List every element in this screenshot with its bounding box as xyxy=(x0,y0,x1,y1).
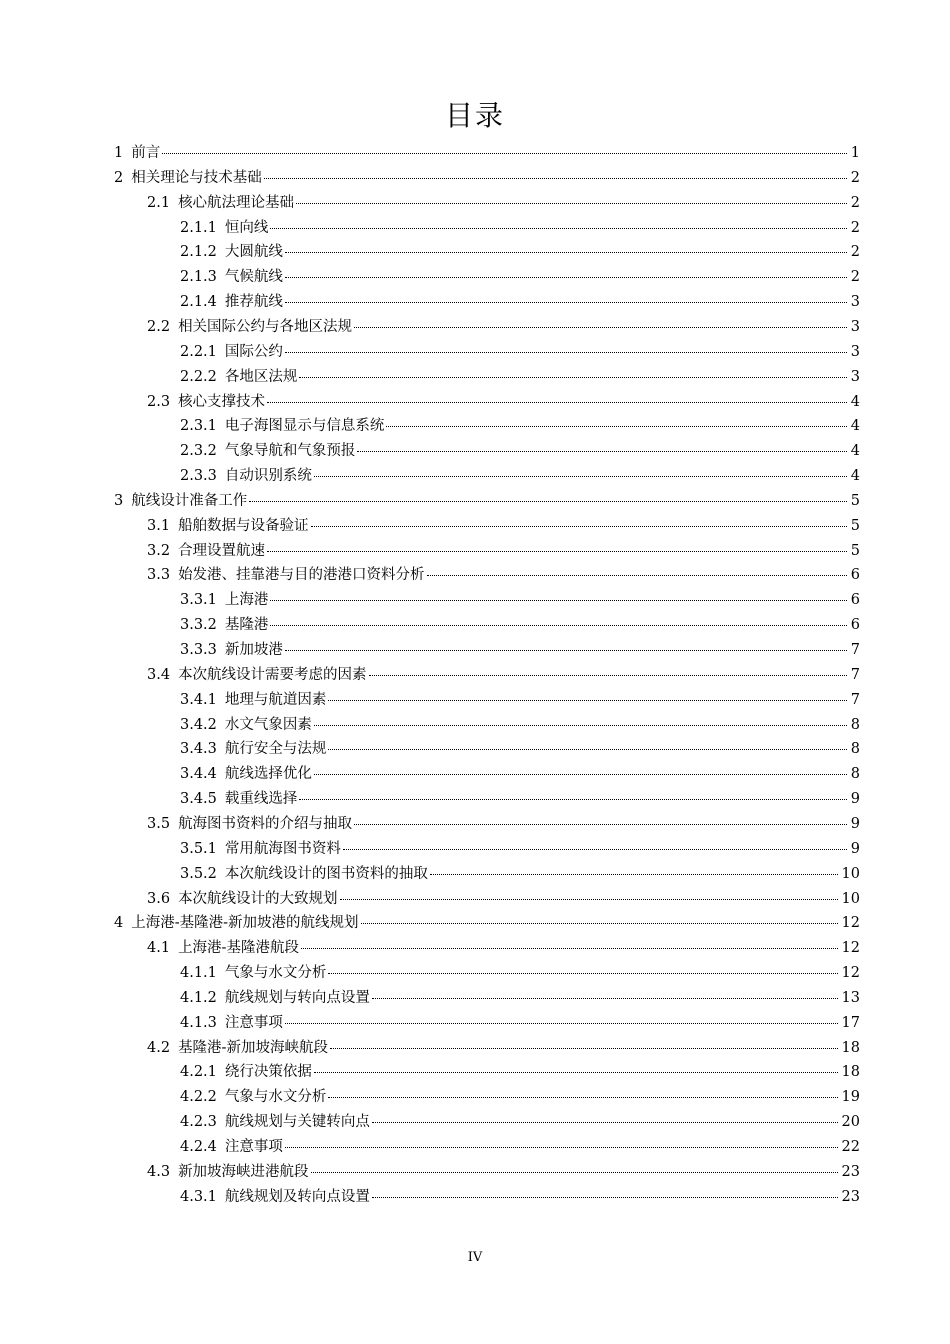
toc-entry-page: 12 xyxy=(841,915,860,932)
toc-entry-label: 气象导航和气象预报 xyxy=(224,443,356,460)
toc-entry-page: 18 xyxy=(841,1064,860,1081)
toc-entry-number: 4.1.3 xyxy=(180,1014,217,1031)
toc-entry-number: 2.3.1 xyxy=(180,418,217,435)
toc-entry-number: 3 xyxy=(114,492,124,509)
toc-entry-number: 3.6 xyxy=(147,890,171,907)
toc-entry[interactable] xyxy=(180,862,860,886)
toc-entry-label: 航线规划及转向点设置 xyxy=(224,1188,370,1205)
toc-entry-number: 4 xyxy=(114,915,124,932)
toc-entry-number: 3.4 xyxy=(147,666,171,683)
toc-entry-page: 22 xyxy=(841,1139,860,1155)
toc-entry-label: 载重线选择 xyxy=(224,791,298,808)
toc-entry-page: 2 xyxy=(850,269,860,286)
toc-dot-leader xyxy=(314,1068,838,1073)
toc-entry[interactable] xyxy=(180,713,860,737)
toc-entry[interactable] xyxy=(180,340,860,364)
toc-dot-leader xyxy=(264,174,847,179)
toc-entry-page: 9 xyxy=(850,840,860,857)
toc-entry-number: 3.3.2 xyxy=(180,617,217,634)
toc-dot-leader xyxy=(328,745,846,750)
toc-entry-number: 4.2.3 xyxy=(180,1114,217,1131)
toc-entry-page: 2 xyxy=(850,244,860,261)
toc-entry[interactable] xyxy=(180,1185,860,1209)
toc-entry-label: 注意事项 xyxy=(224,1014,283,1031)
toc-dot-leader xyxy=(372,1193,838,1198)
toc-entry[interactable] xyxy=(147,191,860,215)
toc-entry-page: 12 xyxy=(841,965,860,982)
toc-entry-label: 航线选择优化 xyxy=(224,766,312,783)
toc-entry-page: 6 xyxy=(850,617,860,634)
toc-dot-leader xyxy=(270,596,846,601)
toc-entry-label: 上海港-基隆港航段 xyxy=(178,940,299,957)
toc-entry[interactable] xyxy=(180,986,860,1010)
toc-entry-label: 前言 xyxy=(131,145,161,161)
toc-entry[interactable] xyxy=(147,1160,860,1184)
toc-entry-label: 绕行决策依据 xyxy=(224,1064,312,1081)
toc-dot-leader xyxy=(285,273,847,278)
toc-entry[interactable] xyxy=(180,638,860,662)
toc-entry-page: 7 xyxy=(850,691,860,708)
toc-entry[interactable] xyxy=(180,737,860,761)
toc-entry-label: 气象与水文分析 xyxy=(224,1089,327,1106)
toc-entry[interactable] xyxy=(147,563,860,587)
toc-dot-leader xyxy=(301,944,838,949)
toc-entry-page: 8 xyxy=(850,716,860,733)
toc-dot-leader xyxy=(311,1168,838,1173)
toc-entry[interactable] xyxy=(147,936,860,960)
toc-dot-leader xyxy=(372,1118,838,1123)
toc-entry-label: 航行安全与法规 xyxy=(224,741,327,758)
toc-dot-leader xyxy=(372,994,838,999)
toc-entry-label: 新加坡海峡进港航段 xyxy=(178,1163,309,1180)
toc-entry-number: 3.3 xyxy=(147,567,171,584)
toc-entry-number: 2.3 xyxy=(147,393,171,410)
toc-entry-number: 3.3.3 xyxy=(180,642,217,658)
toc-entry-number: 3.4.3 xyxy=(180,741,217,758)
toc-entry-label: 地理与航道因素 xyxy=(224,691,327,708)
toc-entry[interactable] xyxy=(180,365,860,389)
toc-entry-number: 4.3 xyxy=(147,1163,171,1180)
toc-entry-page: 12 xyxy=(841,940,860,957)
toc-entry-page: 9 xyxy=(850,791,860,808)
toc-entry-label: 相关国际公约与各地区法规 xyxy=(178,318,353,335)
toc-entry-page: 3 xyxy=(850,294,860,311)
toc-entry-label: 基隆港-新加坡海峡航段 xyxy=(178,1039,328,1056)
toc-entry-page: 7 xyxy=(850,642,860,658)
toc-entry-label: 本次航线设计需要考虑的因素 xyxy=(178,666,367,683)
toc-entry-page: 5 xyxy=(850,492,860,509)
toc-entry-label: 大圆航线 xyxy=(224,244,283,261)
toc-entry-label: 本次航线设计的图书资料的抽取 xyxy=(224,865,428,882)
toc-entry[interactable] xyxy=(147,1036,860,1060)
toc-entry-label: 核心支撑技术 xyxy=(178,393,266,410)
toc-entry[interactable] xyxy=(180,414,860,438)
toc-dot-leader xyxy=(354,323,847,328)
toc-entry-number: 2.2.2 xyxy=(180,368,217,385)
toc-dot-leader xyxy=(285,1143,838,1148)
toc-dot-leader xyxy=(430,870,838,875)
toc-entry-label: 航线规划与转向点设置 xyxy=(224,989,370,1006)
toc-entry-number: 4.1 xyxy=(147,940,171,957)
page-number-footer: IV xyxy=(467,1250,483,1265)
toc-entry-page: 9 xyxy=(850,815,860,832)
toc-entry[interactable] xyxy=(180,1060,860,1084)
toc-entry-page: 4 xyxy=(850,418,860,435)
toc-entry-number: 3.4.2 xyxy=(180,716,217,733)
toc-dot-leader xyxy=(328,969,837,974)
toc-entry[interactable] xyxy=(147,539,860,563)
toc-entry-number: 3.1 xyxy=(147,517,171,534)
toc-dot-leader xyxy=(361,919,838,924)
toc-entry[interactable] xyxy=(180,1135,860,1159)
toc-dot-leader xyxy=(270,224,846,229)
toc-entry-page: 3 xyxy=(850,318,860,335)
toc-entry-page: 8 xyxy=(850,766,860,783)
toc-entry-number: 2.1 xyxy=(147,194,171,211)
toc-entry-number: 4.3.1 xyxy=(180,1188,217,1205)
toc-entry-number: 3.5.2 xyxy=(180,865,217,882)
toc-entry-page: 10 xyxy=(841,865,860,882)
toc-dot-leader xyxy=(427,571,847,576)
toc-entry-number: 4.2.4 xyxy=(180,1139,217,1155)
toc-entry-page: 5 xyxy=(850,517,860,534)
toc-entry-label: 气候航线 xyxy=(224,269,283,286)
toc-entry-number: 2.3.2 xyxy=(180,443,217,460)
toc-entry-page: 23 xyxy=(841,1163,860,1180)
toc-entry-number: 3.4.5 xyxy=(180,791,217,808)
toc-dot-leader xyxy=(285,348,847,353)
toc-entry-number: 3.4.1 xyxy=(180,691,217,708)
toc-entry-label: 国际公约 xyxy=(224,343,283,360)
toc-entry-label: 始发港、挂靠港与目的港港口资料分析 xyxy=(178,567,425,584)
toc-entry-label: 电子海图显示与信息系统 xyxy=(224,418,385,435)
toc-entry-label: 注意事项 xyxy=(224,1139,283,1155)
toc-dot-leader xyxy=(285,248,847,253)
toc-entry[interactable] xyxy=(147,663,860,687)
toc-entry-page: 3 xyxy=(850,368,860,385)
toc-entry-number: 3.5.1 xyxy=(180,840,217,857)
toc-entry-label: 航线规划与关键转向点 xyxy=(224,1114,370,1131)
toc-entry[interactable] xyxy=(147,887,860,911)
toc-entry[interactable] xyxy=(180,613,860,637)
toc-entry-number: 2.1.4 xyxy=(180,294,217,311)
toc-dot-leader xyxy=(354,820,847,825)
toc-entry[interactable] xyxy=(180,762,860,786)
toc-entry-number: 2.1.2 xyxy=(180,244,217,261)
toc-entry[interactable] xyxy=(114,141,860,165)
toc-entry-label: 气象与水文分析 xyxy=(224,965,327,982)
toc-entry[interactable] xyxy=(180,588,860,612)
toc-entry-page: 4 xyxy=(850,393,860,410)
toc-entry-label: 船舶数据与设备验证 xyxy=(178,517,309,534)
toc-entry-label: 航线设计准备工作 xyxy=(131,492,248,509)
toc-entry-number: 2 xyxy=(114,169,124,186)
toc-dot-leader xyxy=(357,447,846,452)
toc-dot-leader xyxy=(314,721,847,726)
toc-entry-page: 19 xyxy=(841,1089,860,1106)
toc-entry-label: 核心航法理论基础 xyxy=(178,194,295,211)
toc-entry-label: 航海图书资料的介绍与抽取 xyxy=(178,815,353,832)
toc-entry-number: 2.1.1 xyxy=(180,219,217,236)
toc-entry-label: 推荐航线 xyxy=(224,294,283,311)
toc-entry-page: 2 xyxy=(850,219,860,236)
toc-entry-number: 1 xyxy=(114,145,124,161)
toc-entry-page: 5 xyxy=(850,542,860,559)
toc-entry[interactable] xyxy=(180,787,860,811)
toc-entry-number: 3.4.4 xyxy=(180,766,217,783)
toc-entry[interactable] xyxy=(180,290,860,314)
toc-entry[interactable] xyxy=(180,837,860,861)
toc-dot-leader xyxy=(340,895,838,900)
toc-entry-label: 自动识别系统 xyxy=(224,468,312,485)
toc-entry-number: 4.2 xyxy=(147,1039,171,1056)
toc-entry[interactable] xyxy=(147,315,860,339)
toc-entry-number: 4.1.1 xyxy=(180,965,217,982)
toc-entry[interactable] xyxy=(180,1110,860,1134)
toc-dot-leader xyxy=(299,373,846,378)
toc-dot-leader xyxy=(267,547,847,552)
toc-entry-page: 8 xyxy=(850,741,860,758)
toc-entry-label: 基隆港 xyxy=(224,617,269,634)
toc-dot-leader xyxy=(285,298,847,303)
toc-title: 目录 xyxy=(444,99,505,132)
toc-entry[interactable] xyxy=(180,1011,860,1035)
toc-entry[interactable] xyxy=(180,216,860,240)
toc-entry-page: 13 xyxy=(841,989,860,1006)
toc-entry[interactable] xyxy=(114,166,860,190)
toc-entry[interactable] xyxy=(114,489,860,513)
toc-dot-leader xyxy=(386,422,846,427)
toc-dot-leader xyxy=(299,795,846,800)
toc-entry-page: 23 xyxy=(841,1188,860,1205)
toc-dot-leader xyxy=(285,646,847,651)
toc-entry-number: 2.2 xyxy=(147,318,171,335)
toc-entry[interactable] xyxy=(180,464,860,488)
toc-dot-leader xyxy=(328,1093,837,1098)
toc-dot-leader xyxy=(343,845,847,850)
toc-entry-number: 2.3.3 xyxy=(180,468,217,485)
toc-entry-number: 2.2.1 xyxy=(180,343,217,360)
toc-dot-leader xyxy=(285,1019,838,1024)
toc-entry-label: 恒向线 xyxy=(224,219,269,236)
toc-entry-page: 3 xyxy=(850,343,860,360)
toc-entry-label: 常用航海图书资料 xyxy=(224,840,341,857)
toc-entry[interactable] xyxy=(114,911,860,935)
toc-entry[interactable] xyxy=(147,812,860,836)
toc-entry[interactable] xyxy=(180,240,860,264)
toc-dot-leader xyxy=(162,149,847,154)
toc-entry[interactable] xyxy=(147,514,860,538)
toc-entry-label: 相关理论与技术基础 xyxy=(131,169,262,186)
toc-entry-page: 4 xyxy=(850,468,860,485)
toc-entry-label: 新加坡港 xyxy=(224,642,283,658)
toc-entry-label: 各地区法规 xyxy=(224,368,298,385)
toc-entry-page: 1 xyxy=(850,145,860,161)
toc-dot-leader xyxy=(270,621,846,626)
toc-entry-number: 3.2 xyxy=(147,542,171,559)
toc-entry-label: 上海港-基隆港-新加坡港的航线规划 xyxy=(131,915,359,932)
toc-entry-page: 2 xyxy=(850,169,860,186)
toc-dot-leader xyxy=(314,770,847,775)
toc-dot-leader xyxy=(311,522,847,527)
toc-entry-label: 本次航线设计的大致规划 xyxy=(178,890,338,907)
toc-entry-label: 上海港 xyxy=(224,592,269,609)
toc-entry-number: 2.1.3 xyxy=(180,269,217,286)
toc-entry-page: 20 xyxy=(841,1114,860,1131)
toc-entry[interactable] xyxy=(180,265,860,289)
toc-entry-label: 合理设置航速 xyxy=(178,542,266,559)
toc-entry-label: 水文气象因素 xyxy=(224,716,312,733)
toc-entry-number: 4.2.2 xyxy=(180,1089,217,1106)
toc-entry-page: 7 xyxy=(850,666,860,683)
toc-entry-page: 10 xyxy=(841,890,860,907)
toc-entry[interactable] xyxy=(147,390,860,414)
toc-entry[interactable] xyxy=(180,961,860,985)
toc-entry-page: 4 xyxy=(850,443,860,460)
toc-entry[interactable] xyxy=(180,439,860,463)
toc-dot-leader xyxy=(369,671,847,676)
toc-entry-number: 3.5 xyxy=(147,815,171,832)
toc-entry[interactable] xyxy=(180,688,860,712)
toc-entry-page: 17 xyxy=(841,1014,860,1031)
toc-dot-leader xyxy=(267,398,847,403)
toc-dot-leader xyxy=(330,1044,838,1049)
toc-dot-leader xyxy=(314,472,847,477)
toc-entry-page: 6 xyxy=(850,567,860,584)
toc-entry-number: 4.1.2 xyxy=(180,989,217,1006)
toc-entry[interactable] xyxy=(180,1085,860,1109)
toc-dot-leader xyxy=(328,696,846,701)
toc-entry-page: 2 xyxy=(850,194,860,211)
toc-entry-number: 3.3.1 xyxy=(180,592,217,609)
toc-entry-number: 4.2.1 xyxy=(180,1064,217,1081)
toc-dot-leader xyxy=(296,199,847,204)
toc-entry-page: 6 xyxy=(850,592,860,609)
toc-entry-page: 18 xyxy=(841,1039,860,1056)
toc-dot-leader xyxy=(249,497,847,502)
